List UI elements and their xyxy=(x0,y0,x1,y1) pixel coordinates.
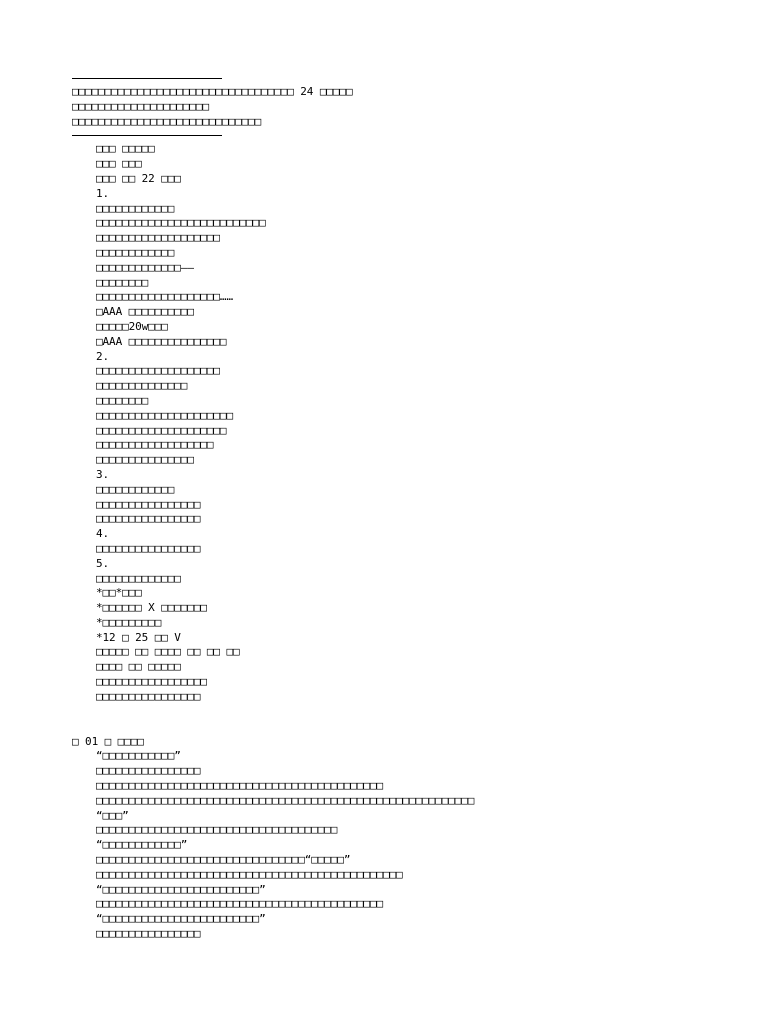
meta-line: □□□ □□ 22 □□□ xyxy=(96,171,181,185)
body-line: *12 □ 25 □□ V xyxy=(96,630,181,644)
body-line: □AAA □□□□□□□□□□ xyxy=(96,305,194,319)
body-line: □□□□□□□□□□□□□□□□ xyxy=(96,497,201,511)
section-line: “□□□□□□□□□□□□□□□□□□□□□□□□” xyxy=(96,912,266,926)
section-gap xyxy=(72,705,696,735)
header-line: □□□□□□□□□□□□□□□□□□□□□□□□□□□□□ xyxy=(72,114,262,128)
body-line: □□□□□ □□ □□□□ □□ □□ □□ xyxy=(96,645,240,659)
body-line: 2. xyxy=(96,349,110,363)
body-line: □□□□□□□□□□□□□□□□□□□ xyxy=(96,231,220,245)
section-line: □□□□□□□□□□□□□□□□ xyxy=(96,927,201,941)
body-line: *□□□□□□ X □□□□□□□ xyxy=(96,601,207,615)
meta-line: □□□ □□□ xyxy=(96,157,142,171)
section-line: “□□□□□□□□□□□□□□□□□□□□□□□□” xyxy=(96,882,266,896)
body-line: 4. xyxy=(96,527,110,541)
section-line: □□□□□□□□□□□□□□□□□□□□□□□□□□□□□□□□□□□□□□□□□□□□ xyxy=(96,897,383,911)
section-line: □□□□□□□□□□□□□□□□□□□□□□□□□□□□□□□□□□□□□□□□□□□□□□□ xyxy=(96,867,403,881)
section-line: “□□□” xyxy=(96,808,129,822)
body-block xyxy=(72,187,696,705)
header-line: □□□□□□□□□□□□□□□□□□□□□□□□□□□□□□□□□□ 24 □□□□□ xyxy=(72,85,353,98)
header-block xyxy=(72,85,696,129)
body-line: □□□□□□□□□□□□□□□□ xyxy=(96,512,201,526)
section-line: “□□□□□□□□□□□□” xyxy=(96,838,188,852)
header-top-rule xyxy=(72,78,222,79)
body-line: □□□□□□□□□□□□□□ xyxy=(96,379,188,393)
body-line: □□□□□□□□□□□□□□□□□□□□□ xyxy=(96,408,233,422)
body-line: □□□□□□□□ xyxy=(96,275,149,289)
body-line: □□□□□□□□□□□□□□□ xyxy=(96,453,194,467)
body-line: □□□□□□□□□□□□ xyxy=(96,482,175,496)
body-line: □□□□□□□□□□□□□□□□ xyxy=(96,541,201,555)
section-line: □□□□□□□□□□□□□□□□□□□□□□□□□□□□□□□□□□□□□ xyxy=(96,823,338,837)
body-line: *□□*□□□ xyxy=(96,586,142,600)
body-line: □□□□□□□□□□□□□□□□□□□□□□□□□□ xyxy=(96,216,266,230)
body-line: □□□□□□□□□□□□□□□□□□□□ xyxy=(96,423,227,437)
section-block xyxy=(72,749,696,941)
body-line: □□□□□20w□□□ xyxy=(96,319,168,333)
body-line: □□□□□□□□□□□□□□□□□ xyxy=(96,675,207,689)
document-page xyxy=(72,72,696,942)
header-bottom-rule xyxy=(72,135,222,136)
body-line: 3. xyxy=(96,467,110,481)
body-line: □AAA □□□□□□□□□□□□□□□ xyxy=(96,334,227,348)
section-line: □□□□□□□□□□□□□□□□ xyxy=(96,764,201,778)
body-line: □□□□ □□ □□□□□ xyxy=(96,660,181,674)
body-line: □□□□□□□□□□□□□□□□□□ xyxy=(96,438,214,452)
meta-line: □□□ □□□□□ xyxy=(96,142,155,156)
body-line: □□□□□□□□ xyxy=(96,393,149,407)
body-line: □□□□□□□□□□□□□□□□□□□ xyxy=(96,364,220,378)
body-line: 5. xyxy=(96,556,110,570)
section-line: □□□□□□□□□□□□□□□□□□□□□□□□□□□□□□□□“□□□□□” xyxy=(96,853,351,867)
body-line: □□□□□□□□□□□□□—— xyxy=(96,260,194,274)
body-line: □□□□□□□□□□□□ xyxy=(96,245,175,259)
body-line: □□□□□□□□□□□□□ xyxy=(96,571,181,585)
body-line: 1. xyxy=(96,186,110,200)
section-line: “□□□□□□□□□□□” xyxy=(96,749,181,763)
body-line: □□□□□□□□□□□□ xyxy=(96,201,175,215)
body-line: *□□□□□□□□□ xyxy=(96,615,162,629)
header-line: □□□□□□□□□□□□□□□□□□□□□ xyxy=(72,99,209,113)
section-line: □□□□□□□□□□□□□□□□□□□□□□□□□□□□□□□□□□□□□□□□□□□□□□□□□□□□□□□□□□ xyxy=(96,793,475,807)
body-line: □□□□□□□□□□□□□□□□ xyxy=(96,689,201,703)
meta-block xyxy=(72,142,696,186)
body-line: □□□□□□□□□□□□□□□□□□□…… xyxy=(96,290,233,304)
section-heading: □ 01 □ □□□□ xyxy=(72,734,144,748)
section-line: □□□□□□□□□□□□□□□□□□□□□□□□□□□□□□□□□□□□□□□□□□□□ xyxy=(96,779,383,793)
